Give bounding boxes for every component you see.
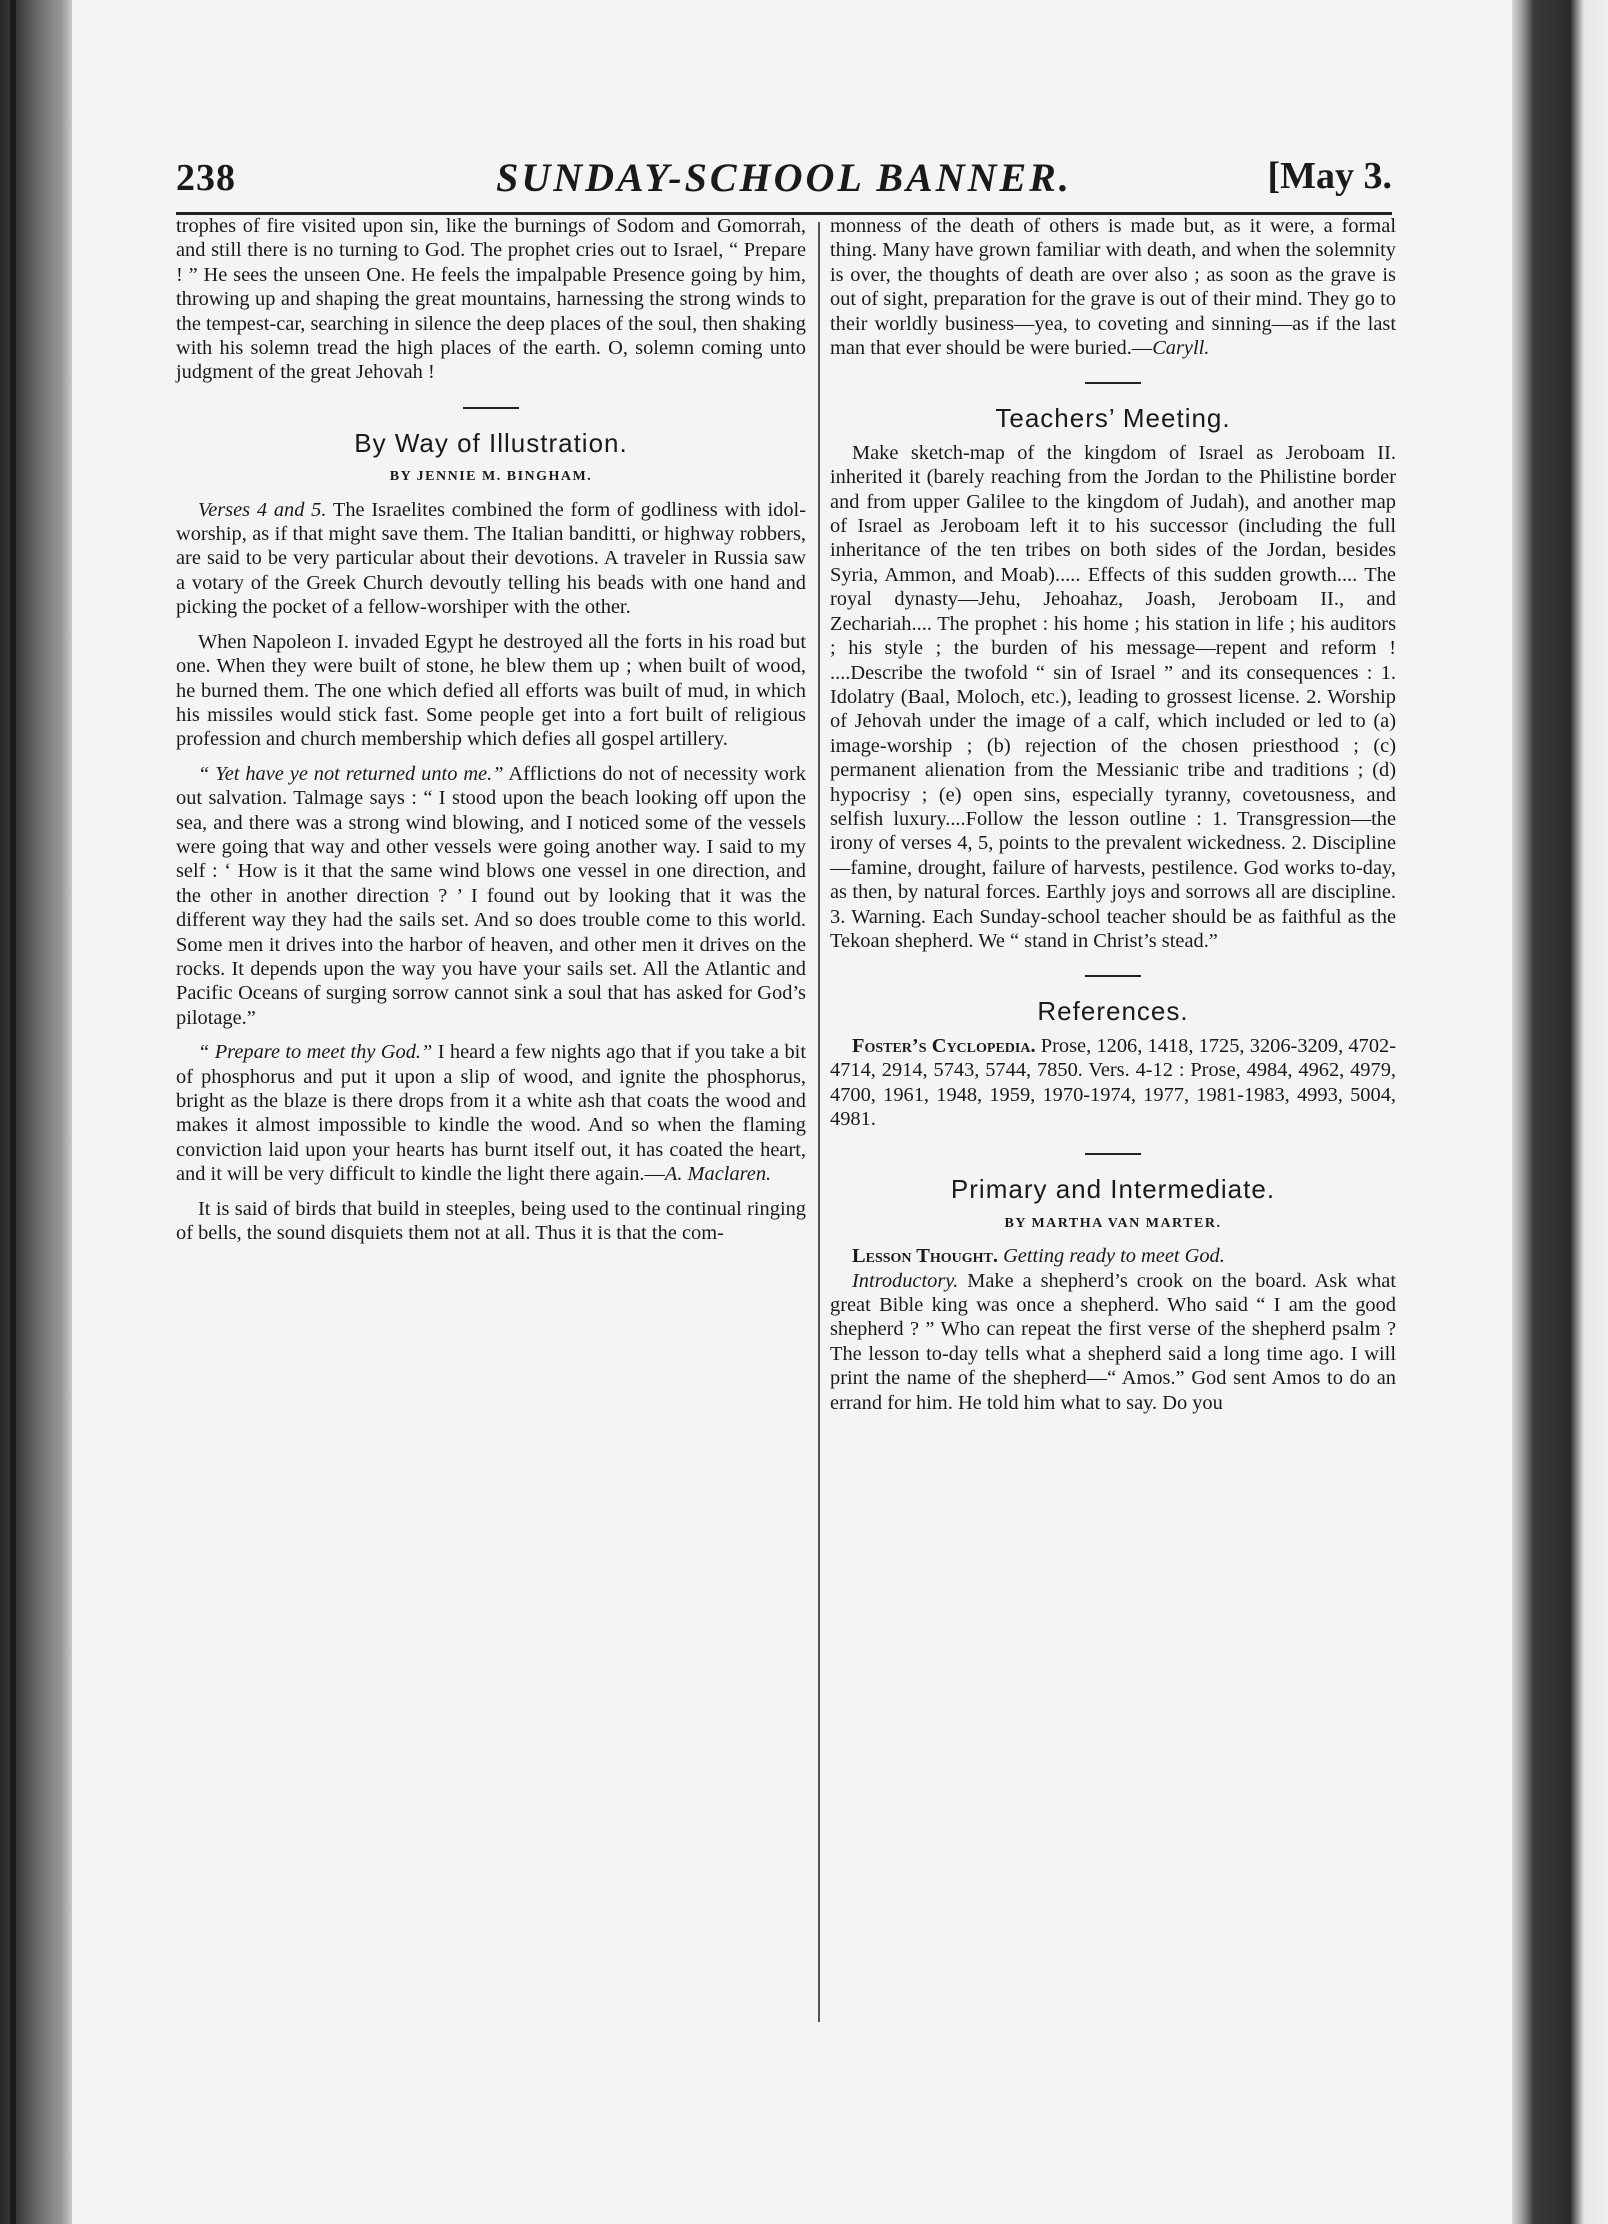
right-column: [830, 214, 1396, 1415]
scripture-quote: “ Prepare to meet thy God.”: [198, 1041, 433, 1064]
left-column: [176, 214, 806, 1245]
references-paragraph: [830, 1034, 1396, 1132]
paragraph-text: monness of the death of others is made but, as it were, a formal thing. Many have grown familiar with death, and when the solemnity is over, the thoughts of death are over also ; as soon as the grave is out of sight, preparation for the grave is out of their mind. They go to their worldly business—yea, to coveting and sinning—as if the last man that ever should be were buried.—: [830, 215, 1396, 360]
page-number: 238: [176, 157, 236, 199]
book-binding: [0, 0, 72, 2224]
paragraph-text: Afflictions do not of necessity work out salvation. Talmage says : “ I stood upon the beach looking off upon the sea, and there was a strong wind blowing, and I noticed some of the vessels were going that way and other vessels were going another way. I said to my self : ‘ How is it that the same wind blows one vessel in one direction, and the other in another direction ? ’ I found out by looking that it was the different way they had the sails set. And so does trouble come to this world. Some men it drives into the harbor of heaven, and other men it drives on the rocks. It depends upon the way you have your sails set. All the Atlantic and Pacific Oceans of surging sorrow cannot sink a soul that has asked for God’s pilotage.”: [176, 762, 806, 1029]
illustration-paragraph-2: When Napoleon I. invaded Egypt he destroyed all the forts in his road but one. When they were built of stone, he blew them up ; when built of wood, he burned them. The one which defied all efforts was built of mud, in which his missiles would stick fast. Some people get into a fort built of religious profession and church membership which defies all gospel artillery.: [176, 630, 806, 751]
section-title-references: References.: [1037, 996, 1189, 1027]
column-divider: [818, 222, 820, 2022]
lesson-thought-text: Getting ready to meet God.: [1003, 1245, 1225, 1268]
reference-source: Foster’s Cyclopedia.: [852, 1034, 1036, 1057]
section-separator: [1085, 975, 1141, 977]
illustration-paragraph-1: [176, 498, 806, 620]
paragraph-text: I heard a few nights ago that if you take a bit of phosphorus and put it upon a slip of wood, and ignite the phosphorus, bright as the blaze is there drops from it a white ash that coats the wood and makes it almost impossible to kindle the wood. And so when the flaming conviction laid upon your hearts has burnt itself out, it has coated the heart, and it will be very difficult to kindle the light there again.—: [176, 1041, 806, 1186]
issue-date: [May 3.: [1267, 155, 1392, 197]
byline-van-marter: BY MARTHA VAN MARTER.: [1004, 1215, 1222, 1231]
continued-paragraph: trophes of fire visited upon sin, like the burnings of Sodom and Gomorrah, and still there is no turning to God. The prophet cries out to Israel, “ Prepare ! ” He sees the unseen One. He feels the impalpable Presence going by him, throwing up and shaping the great mountains, harnessing the strong winds to the tempest-car, searching in silence the deep places of the soul, then shaking with his solemn tread the high places of the earth. O, solemn coming unto judgment of the great Jehovah !: [176, 215, 806, 384]
section-separator: [463, 407, 519, 409]
illustration-paragraph-3: [176, 762, 806, 1030]
introductory-label: Introductory.: [852, 1269, 959, 1292]
illustration-paragraph-4: [176, 1040, 806, 1186]
binding-edge: [10, 0, 16, 2224]
running-title: SUNDAY-SCHOOL BANNER.: [496, 155, 1072, 200]
section-title-teachers-meeting: Teachers’ Meeting.: [995, 403, 1231, 434]
illustration-paragraph-5: It is said of birds that build in steeples, being used to the continual ringing of bells, the sound disquiets them not at all. Thus it is that the com-: [176, 1197, 806, 1245]
byline-bingham: BY JENNIE M. BINGHAM.: [389, 469, 593, 485]
teachers-meeting-paragraph: Make sketch-map of the kingdom of Israel as Jeroboam II. inherited it (barely reaching from the Jordan to the Philistine border and from upper Galilee to the kingdom of Judah), and another map of Israel as Jeroboam left it to his successor (including the full inheritance of the ten tribes on both sides of the Jordan, besides Syria, Ammon, and Moab)..... Effects of this sudden growth.... The royal dynasty—Jehu, Jehoahaz, Joash, Jeroboam II., and Zechariah.... The prophet : his home ; his station in life ; his auditors ; his style ; the burden of his message—repent and reform ! ....Describe the twofold “ sin of Israel ” and its consequences : 1. Idolatry (Baal, Moloch, etc.), leading to grossest license. 2. Worship of Jehovah under the image of a calf, which included or led to (a) image-worship ; (b) rejection of the chosen priesthood ; (c) permanent alienation from the Messianic tribe and traditions ; (d) hypocrisy ; (e) open sins, especially tyranny, covetousness, and selfish luxury....Follow the lesson outline : 1. Transgression—the irony of verses 4, 5, points to the prevalent wickedness. 2. Discipline—famine, drought, failure of harvests, pestilence. God works to-day, as then, by natural forces. Earthly joys and sorrows all are discipline. 3. Warning. Each Sunday-school teacher should be as faithful as the Tekoan shepherd. We “ stand in Christ’s stead.”: [830, 441, 1396, 952]
section-title-illustration: By Way of Illustration.: [354, 427, 628, 458]
attribution: Caryll.: [1152, 337, 1210, 360]
attribution: A. Maclaren.: [664, 1163, 772, 1186]
introductory-paragraph: [830, 1269, 1396, 1415]
continued-paragraph: [830, 214, 1396, 360]
paragraph-text: Prose, 1206, 1418, 1725, 3206-3209, 4702-4714, 2914, 5743, 5744, 7850. Vers. 4-12 : Prose, 4984, 4962, 4979, 4700, 1961, 1948, 1959, 1970-1974, 1977, 1981-1983, 4993, 5004, 4981.: [830, 1034, 1397, 1130]
section-title-primary-intermediate: Primary and Intermediate.: [950, 1174, 1276, 1205]
lesson-thought-paragraph: [830, 1244, 1396, 1268]
page-header: [176, 150, 1392, 210]
scripture-quote: “ Yet have ye not returned unto me.”: [198, 762, 504, 785]
paragraph-text: Make a shepherd’s crook on the board. Ask what great Bible king was once a shepherd. Who said “ I am the good shepherd ? ” Who can repeat the first verse of the shepherd psalm ? The lesson to-day tells what a shepherd said a long time ago. I will print the name of the shepherd—“ Amos.” God sent Amos to do an errand for him. He told him what to say. Do you: [830, 1269, 1396, 1414]
verse-reference: Verses 4 and 5.: [198, 498, 327, 521]
section-separator: [1085, 1153, 1141, 1155]
section-separator: [1085, 382, 1141, 384]
lesson-thought-label: Lesson Thought.: [852, 1245, 998, 1268]
paragraph-text: The Israelites combined the form of godliness with idol-worship, as if that might save them. The Italian banditti, or highway robbers, are said to be very particular about their devotions. A traveler in Russia saw a votary of the Greek Church devoutly telling his beads with one hand and picking the pocket of a fellow-worshiper with the other.: [176, 498, 807, 619]
page-right-edge: [1512, 0, 1608, 2224]
